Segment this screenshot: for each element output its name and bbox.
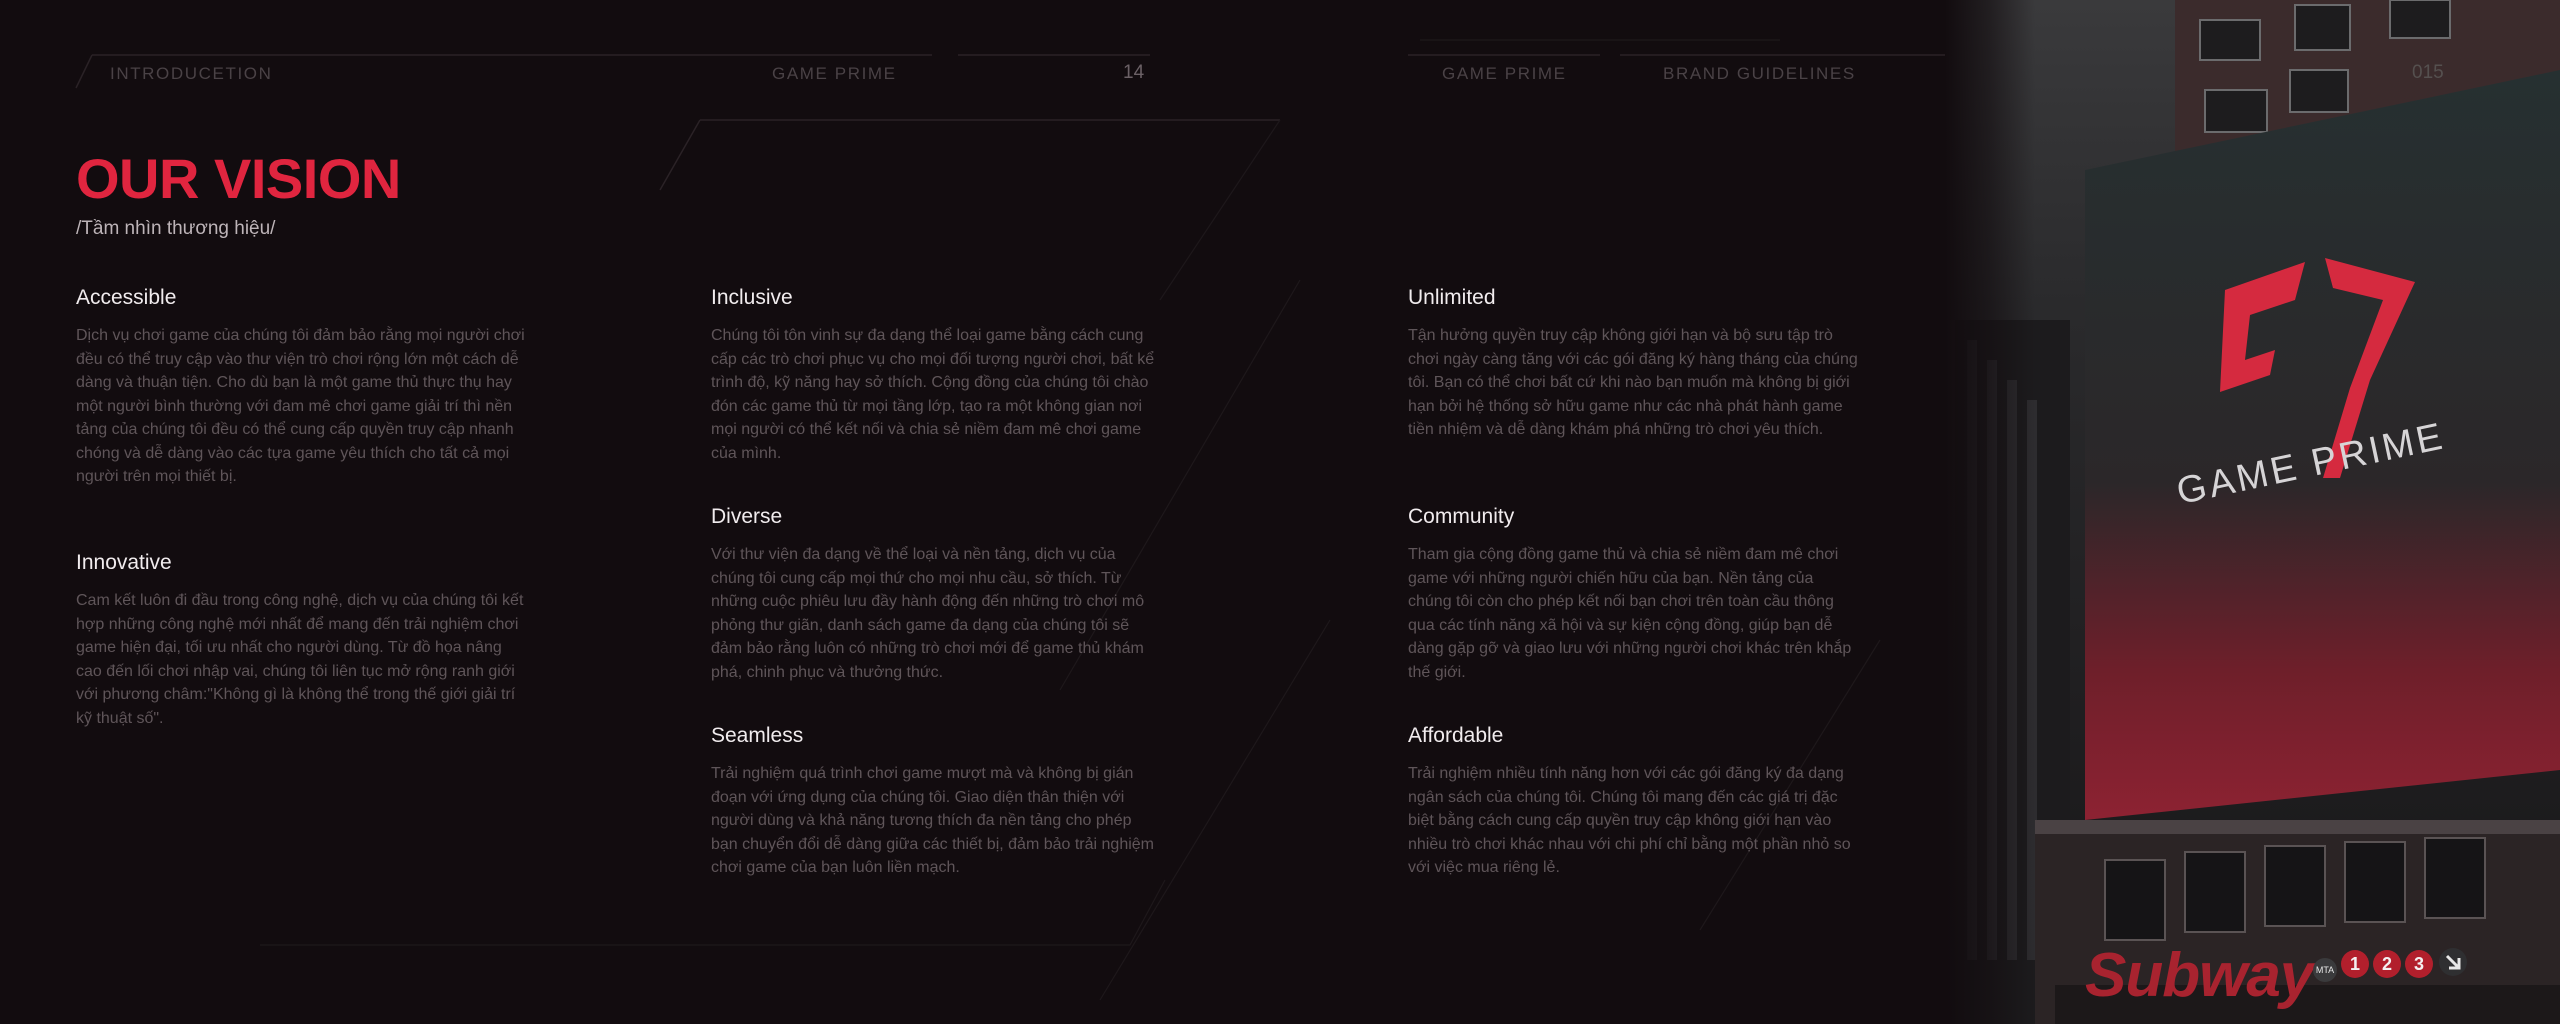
vision-item-inclusive: [711, 286, 1161, 465]
right-header-section: BRAND GUIDELINES: [1663, 64, 1856, 83]
item-body: Tham gia cộng đồng game thủ và chia sẻ niềm đam mê chơi game với những người chiến hữu của bạn. Nền tảng của chúng tôi còn cho phép kết nối bạn chơi trên toàn cầu thông qua các tính năng xã hội và sự kiện cộng đồng, giúp bạn dễ dàng gặp gỡ và giao lưu với những người chơi khác trên khắp thế giới.: [1408, 546, 1852, 681]
subway-line-badge: 3: [2405, 950, 2433, 978]
right-header-brand: GAME PRIME: [1442, 64, 1567, 83]
item-heading: Unlimited: [1408, 286, 1496, 309]
item-heading: Seamless: [711, 724, 804, 747]
item-body: Với thư viện đa dạng về thể loại và nền tảng, dịch vụ của chúng tôi cung cấp mọi thứ cho mọi nhu cầu, sở thích. Từ những cuộc phiêu lưu đầy hành động đến những trò chơi mô phỏng thư giãn, danh sách game đa dạng của chúng tôi sẽ đảm bảo rằng luôn có những trò chơi mới để game thủ khám phá, chinh phục và thưởng thức.: [711, 546, 1145, 681]
subway-line-badge: 1: [2341, 950, 2369, 978]
mta-badge: MTA: [2313, 958, 2337, 982]
left-header-brand: GAME PRIME: [772, 64, 897, 83]
photo-edge-fade: [1945, 0, 2035, 1024]
item-heading: Innovative: [76, 551, 172, 574]
item-heading: Accessible: [76, 286, 177, 309]
left-header-section: INTRODUCETION: [110, 64, 273, 83]
item-heading: Affordable: [1408, 724, 1504, 747]
vision-item-seamless: [711, 724, 1161, 880]
vision-item-unlimited: [1408, 286, 1858, 442]
vision-item-accessible: [76, 286, 526, 489]
page-subtitle: /Tầm nhìn thương hiệu/: [76, 218, 276, 239]
vision-item-affordable: [1408, 724, 1858, 880]
item-body: Dịch vụ chơi game của chúng tôi đảm bảo rằng mọi người chơi đều có thể truy cập vào thư viện trò chơi rộng lớn một cách dễ dàng và thuận tiện. Cho dù bạn là một game thủ thực thụ hay một người bình thường với đam mê chơi game giải trí thì nền tảng của chúng tôi đều có thể cung cấp quyền truy cập nhanh chóng và dễ dàng vào các tựa game yêu thích cho tất cả mọi người trên mọi thiết bị.: [76, 327, 525, 485]
item-body: Trải nghiệm nhiều tính năng hơn với các gói đăng ký đa dạng ngân sách của chúng tôi. Chúng tôi mang đến các giá trị đặc biệt bằng cách cung cấp quyền truy cập không giới hạn vào nhiều trò chơi khác nhau với chi phí chỉ bằng một phần nhỏ so với việc mua riêng lẻ.: [1408, 765, 1851, 876]
item-body: Trải nghiệm quá trình chơi game mượt mà và không bị gián đoạn với ứng dụng của chúng tôi. Giao diện thân thiện với người dùng và khả năng tương thích đa nền tảng cho phép bạn chuyển đổi dễ dàng giữa các thiết bị, đảm bảo trải nghiệm chơi game của bạn luôn liền mạch.: [711, 765, 1154, 876]
billboard-photo: [1945, 0, 2560, 1024]
page-title: OUR VISION: [76, 147, 401, 210]
building-illustration: [1945, 0, 2560, 1024]
down-arrow-icon: [2439, 948, 2467, 976]
subway-sign: Subway: [2085, 941, 2314, 1010]
billboard-brand-name: GAME PRIME: [2173, 415, 2449, 514]
item-heading: Inclusive: [711, 286, 793, 309]
left-page-number: 14: [1123, 62, 1145, 83]
item-heading: Community: [1408, 505, 1515, 528]
item-body: Tận hưởng quyền truy cập không giới hạn và bộ sưu tập trò chơi ngày càng tăng với các gói đăng ký hàng tháng của chúng tôi. Bạn có thể chơi bất cứ khi nào bạn muốn mà không bị giới hạn bởi hệ thống sở hữu game như các nhà phát hành game tiền nhiệm và dễ dàng khám phá những trò chơi yêu thích.: [1408, 327, 1858, 438]
subway-line-badge: 2: [2373, 950, 2401, 978]
item-body: Cam kết luôn đi đầu trong công nghệ, dịch vụ của chúng tôi kết hợp những công nghệ mới nhất để mang đến trải nghiệm chơi game hiện đại, tối ưu nhất cho người dùng. Từ đồ họa nâng cao đến lối chơi nhập vai, chúng tôi liên tục mở rộng ranh giới với phương châm:"Không gì là không thể trong thế giới giải trí kỹ thuật số".: [76, 592, 524, 727]
item-heading: Diverse: [711, 505, 783, 528]
vision-item-innovative: [76, 551, 526, 730]
right-page-number: 015: [2412, 62, 2444, 83]
vision-item-diverse: [711, 505, 1161, 684]
vision-item-community: [1408, 505, 1858, 684]
item-body: Chúng tôi tôn vinh sự đa dạng thể loại game bằng cách cung cấp các trò chơi phục vụ cho mọi đối tượng người chơi, bất kể trình độ, kỹ năng hay sở thích. Cộng đồng của chúng tôi chào đón các game thủ từ mọi tầng lớp, tạo ra một không gian nơi mọi người có thể kết nối và chia sẻ niềm đam mê chơi game của mình.: [711, 327, 1155, 462]
